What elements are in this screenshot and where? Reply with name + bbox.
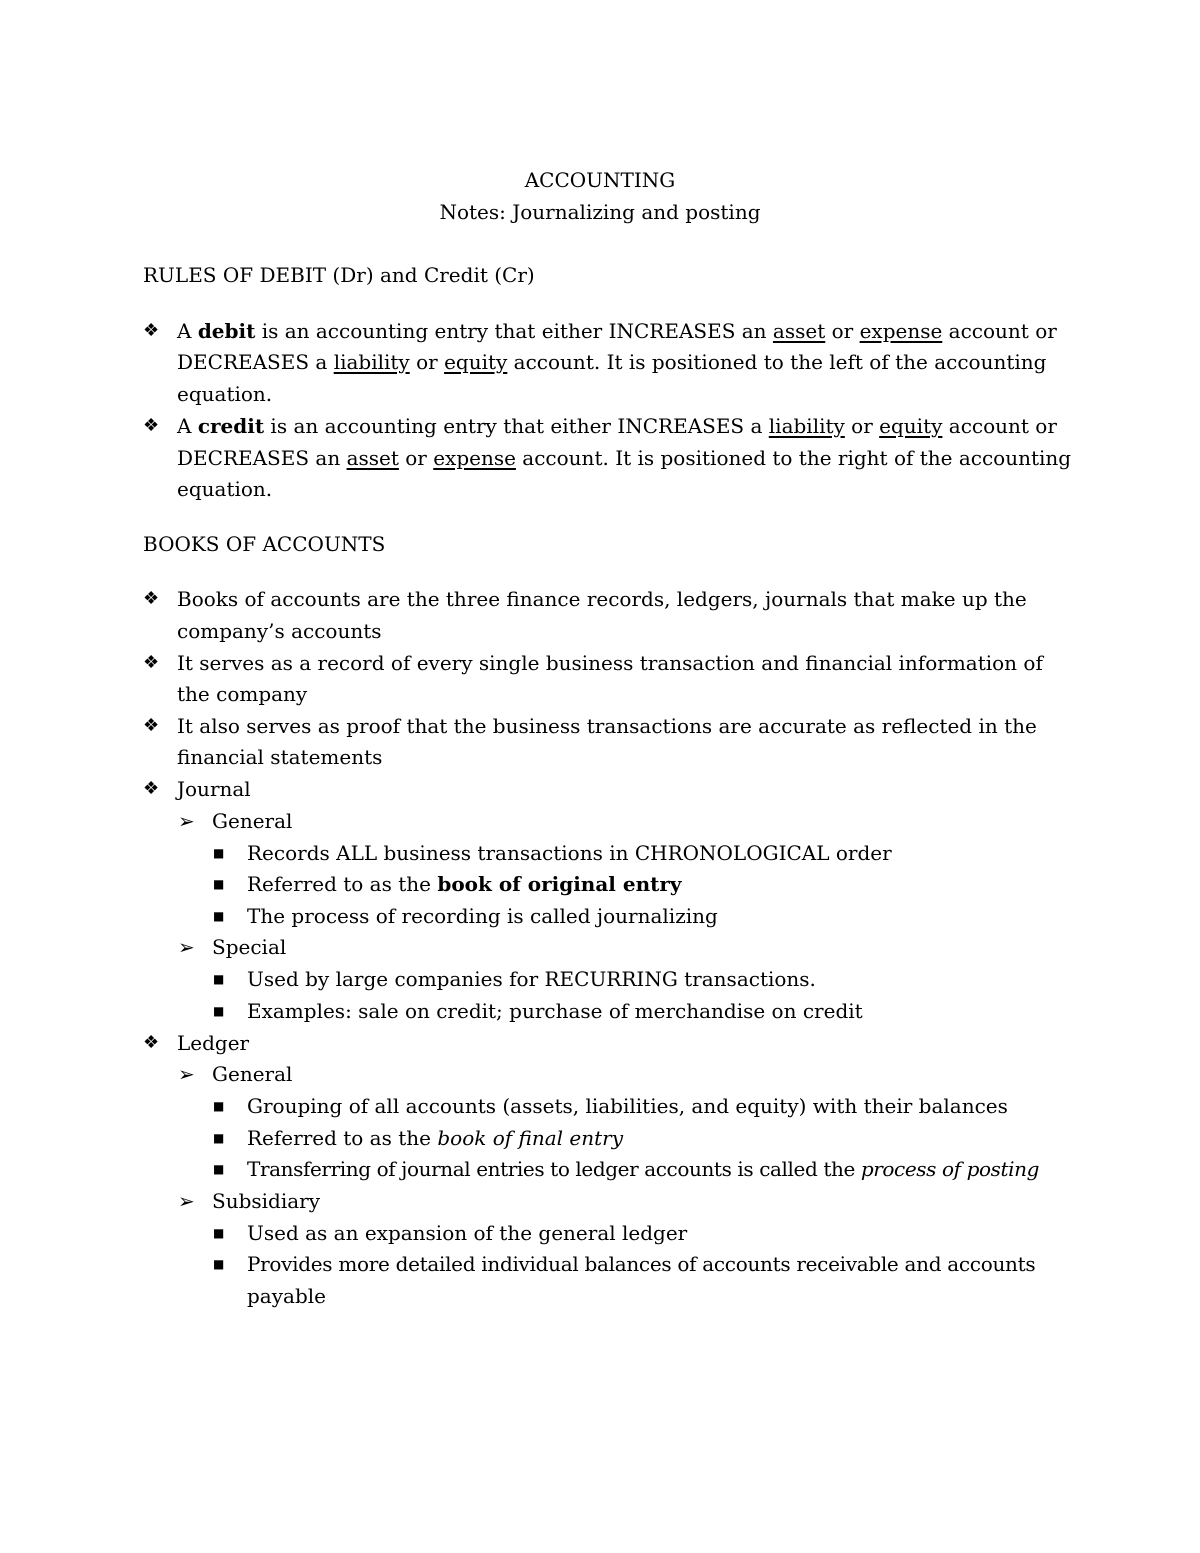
debit-line-1: A debit is an accounting entry that either INCREASES an asset or expense account or — [177, 319, 1057, 343]
list-item: Used by large companies for RECURRING transactions. — [247, 967, 816, 991]
square-bullet-icon: ■ — [213, 1131, 225, 1145]
square-bullet-icon: ■ — [213, 972, 225, 986]
arrow-bullet-icon: ➢ — [178, 1062, 195, 1086]
page-subtitle: Notes: Journalizing and posting — [439, 200, 761, 224]
list-item: Provides more detailed individual balances of accounts receivable and accounts — [247, 1252, 1036, 1276]
square-bullet-icon: ■ — [213, 1004, 225, 1018]
ledger-subsidiary-label: Subsidiary — [212, 1189, 321, 1213]
arrow-bullet-icon: ➢ — [178, 809, 195, 833]
list-item: Referred to as the book of final entry — [247, 1126, 624, 1150]
arrow-bullet-icon: ➢ — [178, 935, 195, 959]
square-bullet-icon: ■ — [213, 1162, 225, 1176]
credit-line-3: equation. — [177, 477, 273, 501]
journal-label: Journal — [177, 777, 251, 801]
list-item: The process of recording is called journalizing — [247, 904, 718, 928]
list-item: It also serves as proof that the business transactions are accurate as reflected in the — [177, 714, 1037, 738]
list-item: Referred to as the book of original entry — [247, 872, 682, 896]
list-item: It serves as a record of every single business transaction and financial information of — [177, 651, 1043, 675]
square-bullet-icon: ■ — [213, 1099, 225, 1113]
square-bullet-icon: ■ — [213, 877, 225, 891]
list-item: Used as an expansion of the general ledger — [247, 1221, 688, 1245]
list-item: Records ALL business transactions in CHRONOLOGICAL order — [247, 841, 892, 865]
diamond-bullet-icon: ❖ — [143, 715, 160, 736]
page-title: ACCOUNTING — [524, 168, 676, 192]
debit-line-3: equation. — [177, 382, 273, 406]
square-bullet-icon: ■ — [213, 909, 225, 923]
list-item: Books of accounts are the three finance records, ledgers, journals that make up the — [177, 587, 1027, 611]
list-item-cont: company’s accounts — [177, 619, 382, 643]
books-heading: BOOKS OF ACCOUNTS — [143, 532, 386, 556]
rules-heading: RULES OF DEBIT (Dr) and Credit (Cr) — [143, 263, 535, 287]
debit-line-2: DECREASES a liability or equity account. It is positioned to the left of the accounting — [177, 350, 1047, 374]
ledger-general-label: General — [212, 1062, 293, 1086]
list-item: Grouping of all accounts (assets, liabilities, and equity) with their balances — [247, 1094, 1008, 1118]
ledger-label: Ledger — [177, 1031, 250, 1055]
square-bullet-icon: ■ — [213, 846, 225, 860]
diamond-bullet-icon: ❖ — [143, 320, 160, 341]
diamond-bullet-icon: ❖ — [143, 652, 160, 673]
credit-line-2: DECREASES an asset or expense account. It is positioned to the right of the accounting — [177, 446, 1072, 470]
arrow-bullet-icon: ➢ — [178, 1189, 195, 1213]
journal-special-label: Special — [212, 935, 287, 959]
list-item-cont: the company — [177, 682, 308, 706]
diamond-bullet-icon: ❖ — [143, 1032, 160, 1053]
square-bullet-icon: ■ — [213, 1257, 225, 1271]
square-bullet-icon: ■ — [213, 1226, 225, 1240]
list-item: Examples: sale on credit; purchase of merchandise on credit — [247, 999, 863, 1023]
diamond-bullet-icon: ❖ — [143, 415, 160, 436]
journal-general-label: General — [212, 809, 293, 833]
list-item-cont: payable — [247, 1284, 326, 1308]
diamond-bullet-icon: ❖ — [143, 778, 160, 799]
list-item-cont: financial statements — [177, 745, 383, 769]
credit-line-1: A credit is an accounting entry that either INCREASES a liability or equity account or — [177, 414, 1057, 438]
diamond-bullet-icon: ❖ — [143, 588, 160, 609]
list-item: Transferring of journal entries to ledger accounts is called the process of posting — [247, 1157, 1039, 1181]
